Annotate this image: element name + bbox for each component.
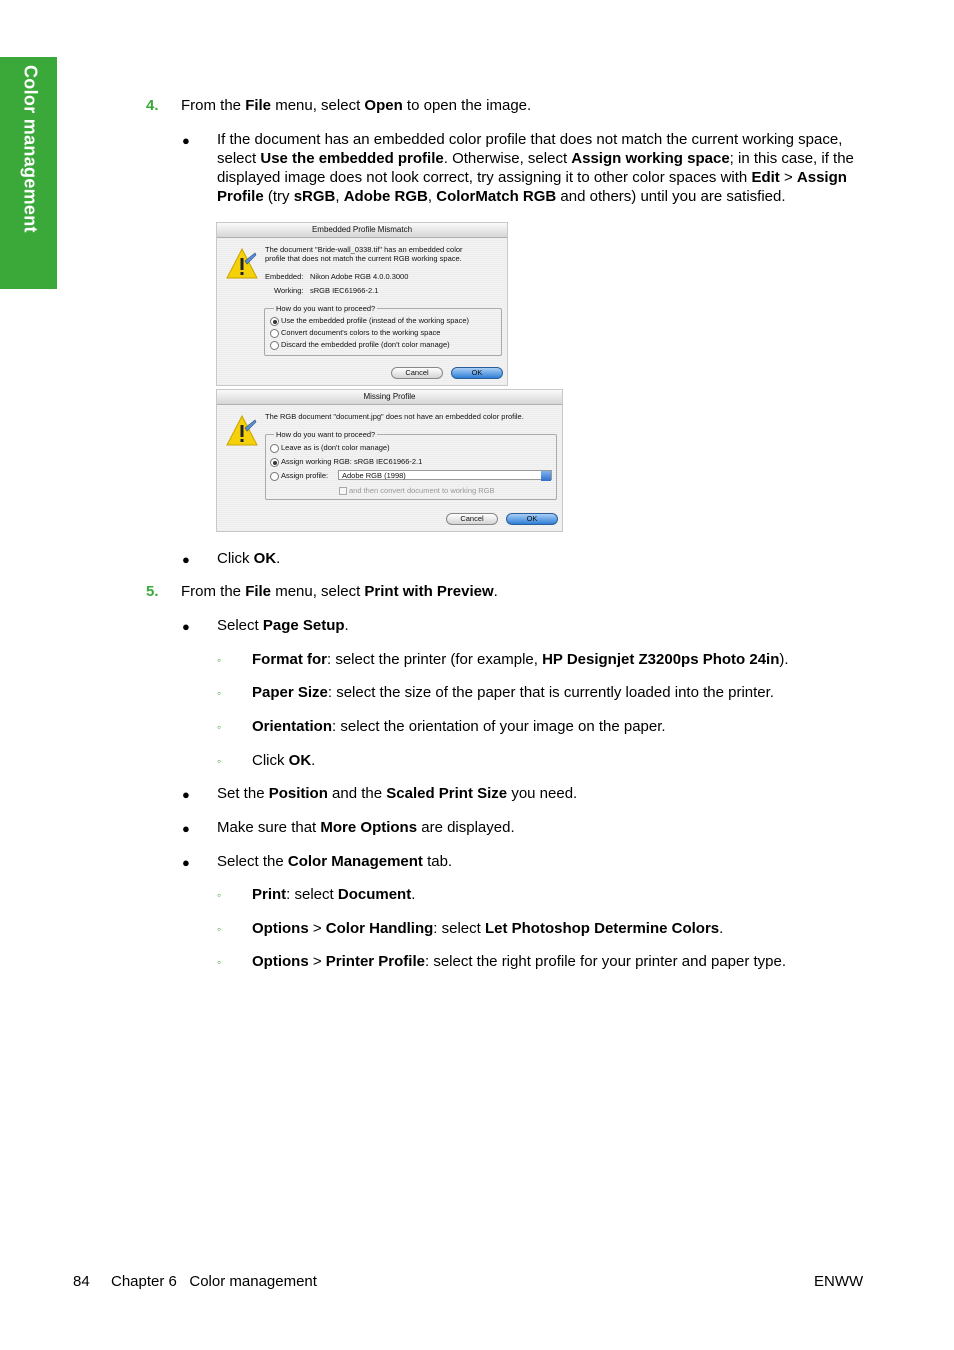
proceed-group-title: How do you want to proceed? [276, 430, 376, 439]
sub-text-orientation: Orientation: select the orientation of your image on the paper. [252, 718, 666, 735]
bullet: ● [182, 619, 190, 634]
bullet-text-click-ok: Click OK. [217, 550, 281, 567]
bullet: ● [182, 821, 190, 836]
radio-discard[interactable] [270, 341, 279, 350]
convert-label: and then convert document to working RGB [349, 486, 495, 495]
radio-leave-as-is[interactable] [270, 444, 279, 453]
radio-assign-working[interactable] [270, 458, 279, 467]
footer-chapter: Chapter 6 Color management [111, 1273, 317, 1290]
chevron-down-icon [541, 471, 551, 481]
warning-icon [225, 414, 259, 448]
sub-bullet: ◦ [217, 888, 222, 902]
sub-bullet: ◦ [217, 720, 222, 734]
bullet-text-position: Set the Position and the Scaled Print Size you need. [217, 785, 578, 802]
radio-convert[interactable] [270, 329, 279, 338]
footer-right: ENWW [814, 1273, 864, 1290]
sub-bullet: ◦ [217, 653, 222, 667]
option-assign-working: Assign working RGB: sRGB IEC61966-2.1 [281, 457, 423, 466]
sub-text-printer-profile: Options > Printer Profile: select the right profile for your printer and paper type. [252, 953, 787, 970]
bullet-text-page-setup: Select Page Setup. [217, 617, 349, 634]
sub-bullet: ◦ [217, 754, 222, 768]
option-leave-as-is: Leave as is (don't color manage) [281, 443, 390, 452]
bullet-text-color-management-tab: Select the Color Management tab. [217, 853, 453, 870]
working-label: Working: [274, 286, 304, 295]
sub-text-paper-size: Paper Size: select the size of the paper that is currently loaded into the printer. [252, 684, 774, 701]
step-4-text: From the File menu, select Open to open the image. [181, 97, 532, 114]
option-discard: Discard the embedded profile (don't color manage) [281, 340, 450, 349]
warning-icon [225, 247, 259, 281]
proceed-group-title: How do you want to proceed? [276, 304, 376, 313]
bullet: ● [182, 787, 190, 802]
dialog-message-line-1: The document "Bride-wall_0338.tif" has an embedded color [265, 245, 463, 254]
embedded-profile-mismatch-dialog [216, 222, 508, 386]
radio-assign-profile[interactable] [270, 472, 279, 481]
working-value: sRGB IEC61966-2.1 [310, 286, 379, 295]
profile-select[interactable] [338, 470, 552, 480]
step-4-number: 4. [146, 97, 159, 114]
bullet-text-more-options: Make sure that More Options are displayed. [217, 819, 515, 836]
sub-text-click-ok: Click OK. [252, 752, 316, 769]
footer-page-number: 84 [73, 1273, 90, 1290]
sub-bullet: ◦ [217, 955, 222, 969]
sub-bullet: ◦ [217, 686, 222, 700]
sub-bullet: ◦ [217, 922, 222, 936]
missing-profile-dialog [216, 389, 563, 532]
dialog-message-line-2: profile that does not match the current RGB working space. [265, 254, 462, 263]
step-5-text: From the File menu, select Print with Preview. [181, 583, 498, 600]
dialog-title: Missing Profile [217, 390, 562, 405]
ok-button[interactable]: OK [506, 513, 558, 525]
step-5-number: 5. [146, 583, 159, 600]
option-convert: Convert document's colors to the working space [281, 328, 441, 337]
bullet: ● [182, 855, 190, 870]
profile-select-value: Adobe RGB (1998) [342, 471, 406, 480]
side-tab-label: Color management [20, 65, 41, 233]
chapter-side-tab [0, 57, 57, 289]
ok-button[interactable]: OK [451, 367, 503, 379]
dialog-title: Embedded Profile Mismatch [217, 223, 507, 238]
embedded-label: Embedded: [265, 272, 304, 281]
bullet: ● [182, 552, 190, 567]
convert-checkbox[interactable] [339, 487, 347, 495]
option-use-embedded: Use the embedded profile (instead of the working space) [281, 316, 470, 325]
sub-text-format-for: Format for: select the printer (for example, HP Designjet Z3200ps Photo 24in). [252, 651, 789, 668]
cancel-button[interactable]: Cancel [391, 367, 443, 379]
sub-text-color-handling: Options > Color Handling: select Let Photoshop Determine Colors. [252, 920, 724, 937]
sub-text-print-document: Print: select Document. [252, 886, 416, 903]
bullet-text-embedded-profile: If the document has an embedded color profile that does not match the current working space, select Use the embedded profile. Otherwise, select Assign working space; in this case, if the displayed image does not look correct, try assigning it to other color spaces with Edit > Assign Profile (try sRGB, Adobe RGB, ColorMatch RGB and others) until you are satisfied. [217, 131, 854, 205]
bullet: ● [182, 133, 190, 148]
cancel-button[interactable]: Cancel [446, 513, 498, 525]
radio-use-embedded[interactable] [270, 317, 279, 326]
embedded-value: Nikon Adobe RGB 4.0.0.3000 [310, 272, 409, 281]
dialog-message: The RGB document "document.jpg" does not have an embedded color profile. [265, 412, 524, 421]
option-assign-profile: Assign profile: [281, 471, 329, 480]
